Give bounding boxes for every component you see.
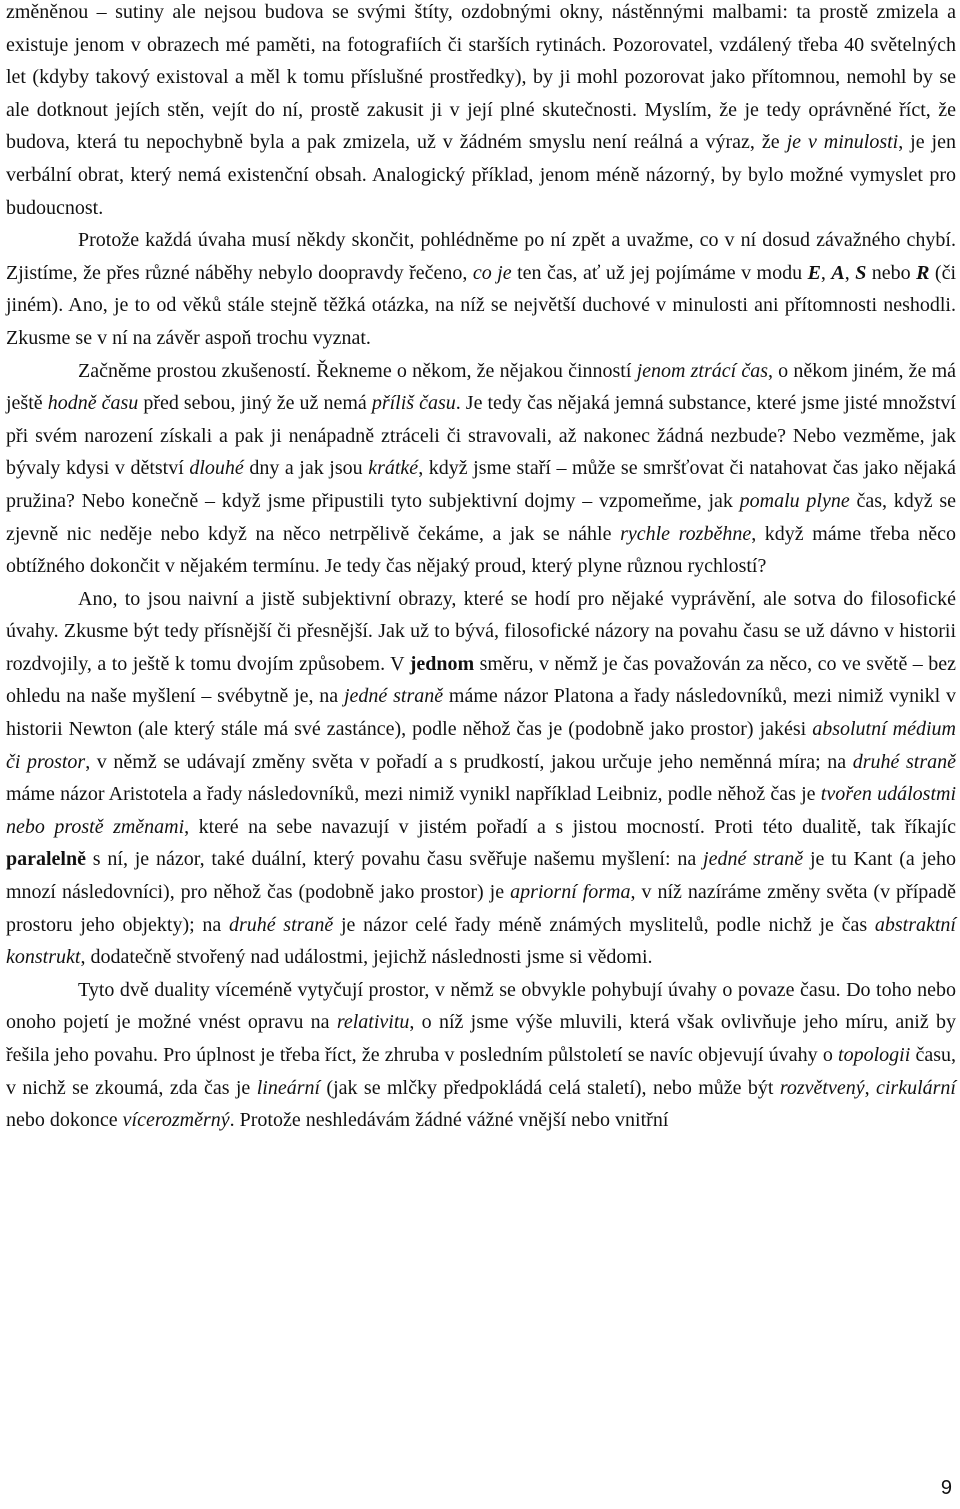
text-run: je názor celé řady méně známých myslitelů, podle nichž je čas — [333, 913, 875, 936]
italic-text-run: vícerozměrný — [122, 1109, 230, 1132]
text-run: (či jiném). Ano, je to od věků stále stejně těžká otázka, na níž se největší duchové v minulosti ani přítomnosti neshodli. Zkusme se v ní na závěr aspoň trochu vyznat. — [6, 261, 957, 349]
italic-text-run: hodně času — [47, 392, 139, 415]
italic-text-run: pomalu plyne — [739, 489, 850, 512]
text-run: Ano, to jsou naivní a jistě subjektivní obrazy, které se hodí pro nějaké vyprávění, ale sotva do filosofické úvahy. Zkusme být tedy přísnější či přesnější. Jak už to bývá, filosofické názory na povahu času se už dávno v historii rozdvojily, a to ještě k tomu dvojím způsobem. V — [6, 587, 956, 675]
italic-text-run: co je — [472, 261, 512, 284]
text-run: , o níž jsme výše mluvili, která však ovlivňuje jeho míru, aniž by řešila jeho povahu. Pro úplnost je třeba říct, že zhruba v posledním půlstoletí se navíc objevují úvahy o — [6, 1011, 956, 1066]
text-run: ten čas, ať už jej pojímáme v modu — [511, 261, 808, 284]
bold-text-run: paralelně — [6, 848, 86, 871]
body-text — [6, 0, 956, 1137]
text-run: s ní, je názor, také duální, který povahu času svěřuje našemu myšlení: na — [86, 848, 704, 871]
text-run: , dodatečně stvořený nad událostmi, jejichž následnosti jsme si vědomi. — [80, 946, 653, 969]
italic-text-run: rozvětvený — [779, 1076, 865, 1099]
italic-text-run: krátké — [368, 457, 419, 480]
paragraph-2 — [6, 224, 956, 354]
text-run: , v němž se udávají změny světa v pořadí a s prudkostí, jakou určuje jeho neměnná míra; na — [85, 750, 853, 773]
text-run: . Je tedy čas nějaká jemná substance, které jsme jisté množství při svém narození získali a pak ji nenápadně ztráceli či stravovali, až nakonec žádná nezbude? Nebo vezměme, jak bývaly kdysi v dětství — [6, 392, 956, 480]
italic-text-run: jedné straně — [344, 685, 444, 708]
italic-text-run: je v minulosti — [786, 131, 899, 154]
text-run: změněnou – sutiny ale nejsou budova se svými štíty, ozdobnými okny, nástěnnými malbami: ta prostě zmizela a existuje jenom v obrazech mé paměti, na fotografiích či starších rytinách. Pozorovatel, vzdálený třeba 40 světelných let (kdyby takový existoval a měl k tomu příslušné prostředky), by ji mohl pozorovat jako přítomnou, nemohl by se ale dotknout jejích stěn, vejít do ní, prostě zakusit ji v její plné skutečnosti. Myslím, že je tedy oprávněné říct, že budova, která tu nepochybně byla a pak zmizela, už v žádném smyslu není reálná a výraz, že — [6, 1, 956, 154]
page-number: 9 — [940, 1477, 952, 1499]
italic-text-run: dlouhé — [189, 457, 244, 480]
text-run: , — [820, 261, 832, 284]
italic-text-run: tvořen událostmi nebo prostě změnami — [6, 783, 956, 838]
italic-text-run: rychle rozběhne — [620, 522, 752, 545]
text-run: nebo — [866, 261, 917, 284]
text-run: před sebou, jiný že už nemá — [138, 392, 372, 415]
text-run: Tyto dvě duality víceméně vytyčují prostor, v němž se obvykle pohybují úvahy o povaze času. Do toho nebo onoho pojetí je možné vnést opravu na — [6, 978, 956, 1034]
italic-text-run: topologii — [838, 1044, 911, 1066]
bold-italic-text-run: R — [916, 261, 930, 284]
bold-text-run: jednom — [409, 652, 475, 675]
text-run: , které na sebe navazují v jistém pořadí a s jistou mocností. Proti této dualitě, tak říkajíc — [184, 815, 956, 838]
italic-text-run: lineární — [256, 1076, 321, 1099]
text-run: , — [864, 1076, 876, 1099]
paragraph-5 — [6, 974, 956, 1137]
text-run: , o někom jiném, že má ještě — [6, 359, 957, 415]
text-run: , — [844, 261, 856, 284]
text-run: , je jen verbální obrat, který nemá existenční obsah. Analogický příklad, jenom méně názorný, by bylo možné vymyslet pro budoucnost. — [6, 131, 956, 219]
bold-italic-text-run: A — [831, 261, 845, 284]
text-run: Protože každá úvaha musí někdy skončit, pohlédněme po ní zpět a uvažme, co v ní dosud závažného chybí. Zjistíme, že přes různé náběhy nebylo doopravdy řečeno, — [6, 229, 956, 284]
text-run: máme názor Aristotela a řady následovníků, mezi nimiž vynikl například Leibniz, podle něhož čas je — [6, 783, 821, 806]
text-run: . Protože neshledávám žádné vážné vnější nebo vnitřní — [229, 1109, 669, 1132]
text-run: Začněme prostou zkušeností. Řekneme o někom, že nějakou činností — [78, 359, 637, 382]
paragraph-3 — [6, 355, 956, 583]
text-run: je tu Kant (a jeho mnozí následovníci), pro něhož čas (podobně jako prostor) je — [6, 848, 957, 904]
italic-text-run: druhé straně — [228, 913, 334, 936]
text-run: máme názor Platona a řady následovníků, mezi nimiž vynikl v historii Newton (ale který stále má své zastánce), podle něhož čas je (podobně jako prostor) jakési — [6, 685, 956, 741]
bold-italic-text-run: S — [855, 261, 867, 284]
bold-italic-text-run: E — [807, 261, 821, 284]
text-run: čas, když se zjevně nic neděje nebo když na něco netrpělivě čekáme, a jak se náhle — [6, 489, 957, 545]
text-run: dny a jak jsou — [243, 457, 369, 480]
text-run: , když jsme staří – může se smršťovat či natahovat čas jako nějaká pružina? Nebo konečně – když jsme připustili tyto subjektivní dojmy – vzpomeňme, jak — [6, 457, 957, 512]
italic-text-run: cirkulární — [876, 1076, 956, 1099]
italic-text-run: absolutní médium či prostor — [6, 718, 956, 773]
italic-text-run: jenom ztrácí čas — [636, 359, 769, 382]
italic-text-run: relativitu — [336, 1011, 410, 1034]
text-run: , když máme třeba něco obtížného dokončit v nějakém termínu. Je tedy čas nějaký proud, který plyne různou rychlostí? — [6, 522, 956, 578]
paragraph-4 — [6, 583, 956, 974]
text-run: nebo dokonce — [6, 1109, 123, 1132]
italic-text-run: apriorní forma — [510, 881, 631, 904]
italic-text-run: abstraktní konstrukt — [6, 913, 956, 969]
italic-text-run: druhé straně — [852, 750, 956, 773]
text-run: směru, v němž je čas považován za něco, co ve světě – bez ohledu na naše myšlení – svébytně je, na — [6, 652, 956, 708]
paragraph-1 — [6, 0, 956, 224]
text-run: času, v nichž se zkoumá, zda čas je — [6, 1044, 956, 1099]
italic-text-run: příliš času — [371, 392, 456, 415]
italic-text-run: jedné straně — [703, 848, 804, 871]
text-run: , v níž nazíráme změny světa (v případě prostoru jeho objekty); na — [6, 881, 957, 936]
text-run: (jak se mlčky předpokládá celá staletí), nebo může být — [320, 1076, 780, 1099]
